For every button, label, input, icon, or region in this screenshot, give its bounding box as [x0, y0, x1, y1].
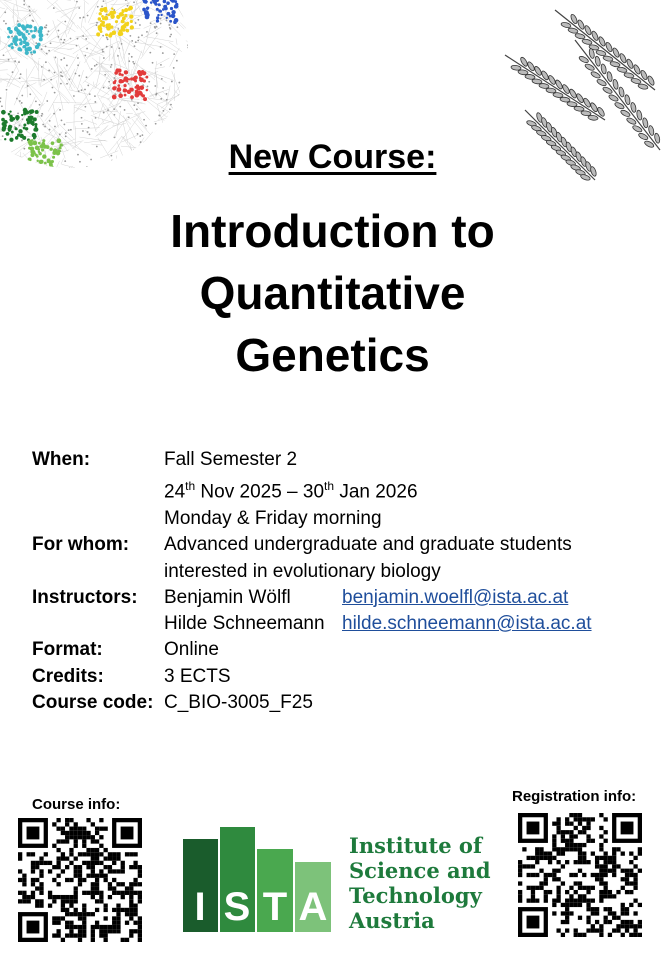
- logo-letter: T: [262, 885, 288, 929]
- instructors-label: Instructors:: [32, 586, 138, 608]
- audience-line: Advanced undergraduate and graduate students: [164, 534, 572, 556]
- course-code-value: C_BIO-3005_F25: [164, 692, 313, 713]
- instructor-entry: [164, 585, 652, 611]
- when-row: [32, 447, 652, 532]
- instructor-email-link[interactable]: benjamin.woelfl@ista.ac.at: [342, 586, 569, 608]
- logo-letter: A: [298, 885, 328, 929]
- instructor-name: Hilde Schneemann: [164, 613, 325, 635]
- for-whom-value: [164, 532, 652, 585]
- for-whom-row: [32, 532, 652, 585]
- instructor-email-link[interactable]: hilde.schneemann@ista.ac.at: [342, 613, 592, 635]
- registration-qr-code-icon[interactable]: [518, 813, 642, 937]
- registration-info-label: Registration info:: [512, 788, 637, 805]
- title-line: Genetics: [235, 329, 430, 381]
- schedule-text: Monday & Friday morning: [164, 507, 382, 529]
- institute-line: Science and: [349, 858, 491, 883]
- logo-letter: S: [223, 885, 251, 929]
- credits-value: 3 ECTS: [164, 665, 231, 687]
- credits-label: Credits:: [32, 665, 104, 687]
- course-info-qr-code-icon[interactable]: [18, 818, 142, 942]
- credits-row: [32, 664, 652, 690]
- start-suffix: th: [185, 479, 196, 494]
- logo-letter: I: [194, 885, 206, 929]
- course-code-label: Course code:: [32, 692, 154, 713]
- institute-line: Austria: [349, 908, 435, 933]
- instructor-name: Benjamin Wölfl: [164, 586, 291, 608]
- course-title: [0, 200, 665, 386]
- title-line: Introduction to: [170, 205, 495, 257]
- end-suffix: th: [324, 479, 335, 494]
- semester-text: Fall Semester 2: [164, 449, 298, 470]
- when-label: When:: [32, 449, 91, 470]
- course-info-label: Course info:: [32, 796, 121, 813]
- end-rest: Jan 2026: [334, 481, 418, 503]
- format-label: Format:: [32, 639, 103, 661]
- when-value: [164, 447, 652, 532]
- for-whom-label: For whom:: [32, 534, 130, 556]
- format-row: [32, 637, 652, 663]
- instructors-row: [32, 585, 652, 638]
- institute-line: Institute of: [349, 833, 482, 858]
- instructor-entry: [164, 611, 652, 637]
- course-details: [32, 447, 652, 716]
- start-day: 24: [164, 481, 186, 503]
- date-middle: Nov 2025 – 30: [195, 481, 325, 503]
- date-range: [164, 473, 652, 506]
- title-line: Quantitative: [199, 267, 466, 319]
- course-kicker: New Course:: [228, 138, 437, 176]
- instructors-list: [164, 585, 652, 638]
- format-value: Online: [164, 639, 219, 661]
- institute-line: Technology: [349, 883, 482, 908]
- institute-name: [349, 833, 491, 933]
- course-code-row: [32, 690, 652, 716]
- audience-line: interested in evolutionary biology: [164, 560, 441, 582]
